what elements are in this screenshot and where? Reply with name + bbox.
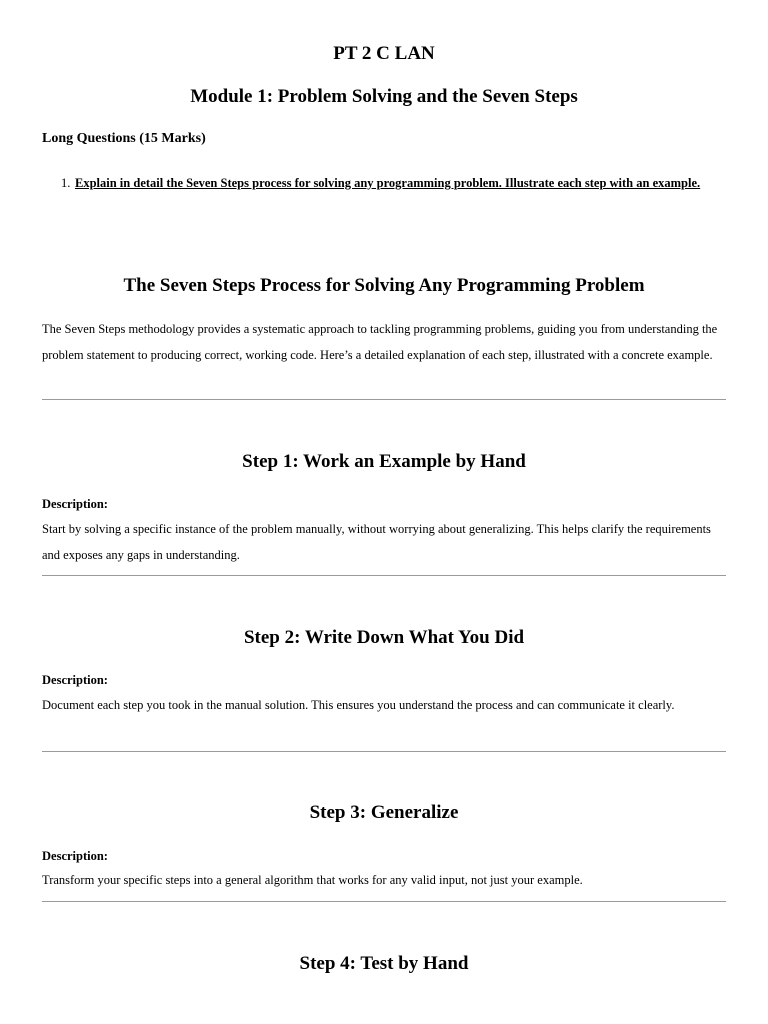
step-1-description: Start by solving a specific instance of the problem manually, without worrying about generalizing. This helps clarify the requirements and exposes any gaps in understanding. [42,522,711,562]
document-title: PT 2 C LAN [333,43,435,64]
section-divider [42,901,726,902]
intro-heading: The Seven Steps Process for Solving Any Programming Problem [123,275,645,296]
section-divider [42,575,726,576]
step-2-heading: Step 2: Write Down What You Did [243,627,525,648]
step-2-description-label: Description: [42,673,108,687]
intro-paragraph: The Seven Steps methodology provides a systematic approach to tackling programming problems, guiding you from understanding the problem statement to producing correct, working code. Here’s a detailed explanation of each step, illustrated with a concrete example. [42,322,718,362]
step-3-description-label: Description: [42,849,108,863]
section-divider [42,751,726,752]
step-1-description-label: Description: [42,497,108,511]
step-1-heading: Step 1: Work an Example by Hand [242,451,526,472]
section-divider [42,399,726,400]
question-text: Explain in detail the Seven Steps process for solving any programming problem. Illustrate each step with an example. [75,176,701,190]
module-title: Module 1: Problem Solving and the Seven Steps [190,86,578,107]
question-item [42,170,702,196]
step-3-description: Transform your specific steps into a general algorithm that works for any valid input, not just your example. [42,873,583,887]
step-2-description: Document each step you took in the manual solution. This ensures you understand the process and can communicate it clearly. [42,698,675,712]
step-3-heading: Step 3: Generalize [309,802,459,823]
long-questions-heading: Long Questions (15 Marks) [42,131,206,146]
question-number: 1. [61,176,71,190]
step-4-heading: Step 4: Test by Hand [299,953,469,974]
question-list [42,170,702,196]
